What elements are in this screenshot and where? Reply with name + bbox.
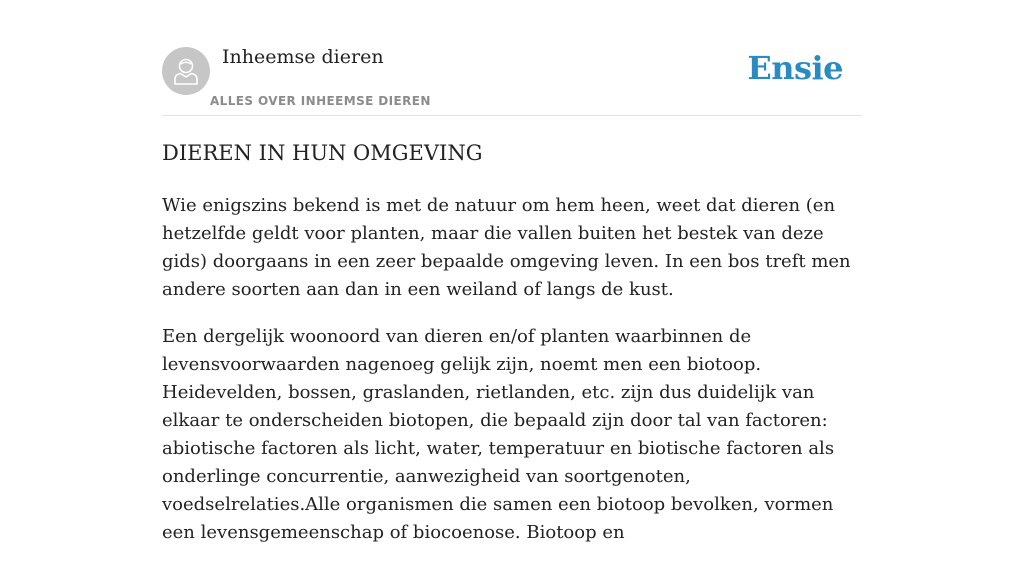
user-icon: [172, 56, 200, 86]
avatar[interactable]: [162, 47, 210, 95]
site-subtitle: ALLES OVER INHEEMSE DIEREN: [210, 94, 431, 108]
site-title[interactable]: Inheemse dieren: [222, 46, 384, 68]
article-paragraph: Wie enigszins bekend is met de natuur om hem heen, weet dat dieren (en hetzelfde geldt voor planten, maar die vallen buiten het bestek van deze gids) doorgaans in een zeer bepaalde omgeving leven. In een bos treft men andere soorten aan dan in een weiland of langs de kust.: [162, 195, 851, 300]
article-paragraph: Een dergelijk woonoord van dieren en/of planten waarbinnen de levensvoorwaarden nagenoeg gelijk zijn, noemt men een biotoop. Heidevelden, bossen, graslanden, rietlanden, etc. zijn dus duidelijk van elkaar te onderscheiden biotopen, die bepaald zijn door tal van factoren: abiotische factoren als licht, water, temperatuur en biotische factoren als onderlinge concurrentie, aanwezigheid van soortgenoten, voedselrelaties.Alle organismen die samen een biotoop bevolken, vormen een levensgemeenschap of biocoenose. Biotoop en: [162, 326, 835, 543]
ensie-logo[interactable]: Ensie: [747, 49, 843, 87]
article-body: [162, 192, 862, 566]
site-header: [162, 45, 862, 116]
article-title: DIEREN IN HUN OMGEVING: [162, 141, 483, 165]
